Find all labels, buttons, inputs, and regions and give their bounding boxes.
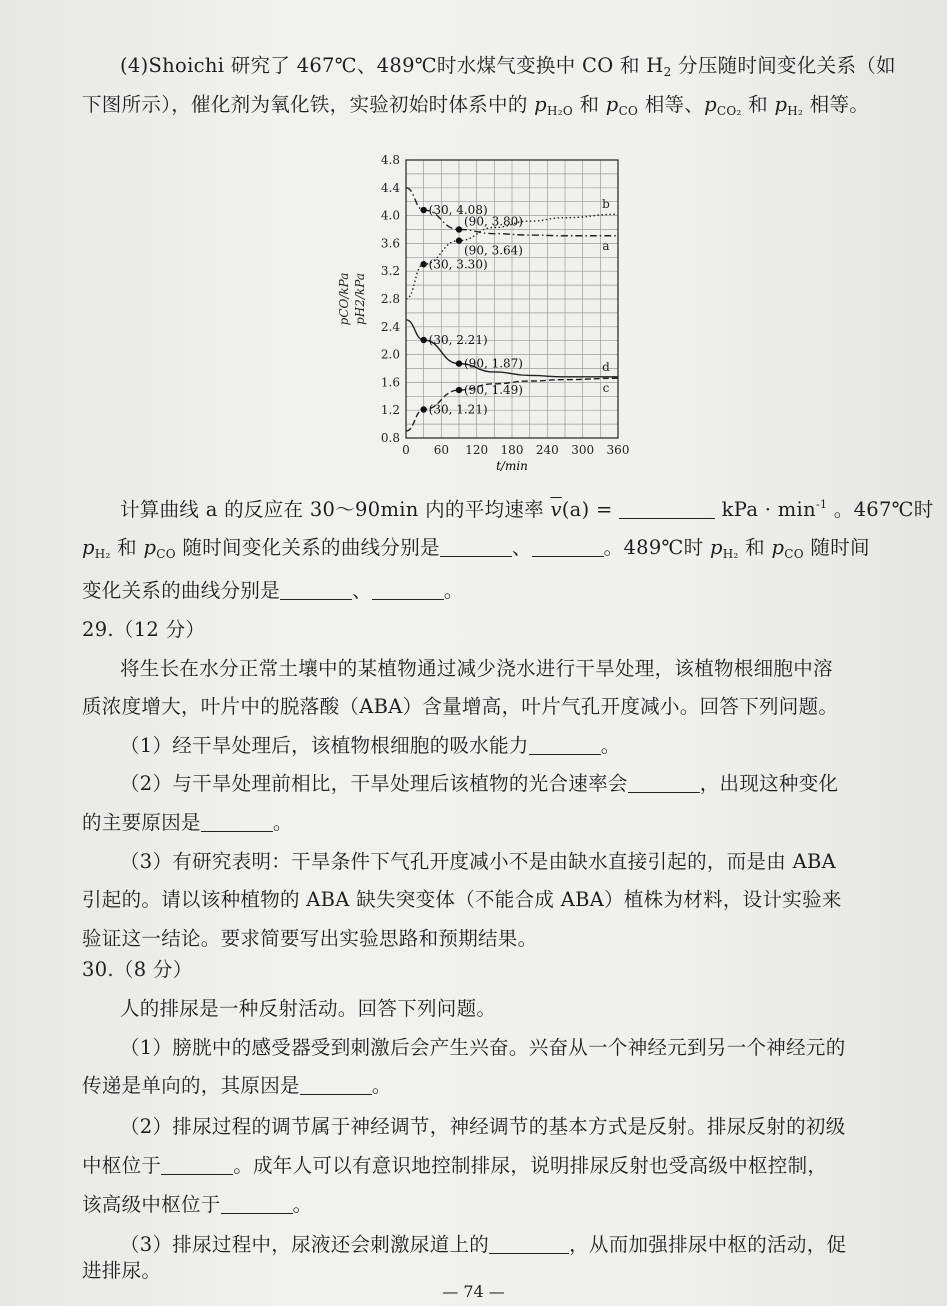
q28-q-sep: 、 [511,536,532,559]
q28-q-text-1: 计算曲线 a 的反应在 30～90min 内的平均速率 [120,498,551,521]
y-tick-label: 3.2 [380,264,400,279]
y-tick-label: 4.4 [380,180,400,195]
chart-markers [420,203,523,416]
q28-q-sep-2: 、 [352,579,372,602]
q30-question3-line1 [120,1232,846,1258]
q30-q1-text: 传递是单向的，其原因是 [82,1074,300,1097]
q30-header: 30.（8 分） [82,958,193,981]
answer-blank-q30-1[interactable] [300,1076,372,1095]
q28-q-text-9: 变化关系的曲线分别是 [82,579,281,602]
data-point-marker [456,237,462,243]
co-subscript: CO [784,547,804,561]
data-point-marker [456,360,462,366]
q28-intro-text-4: 和 [572,93,606,116]
q29-q2-end: 。 [272,811,293,834]
q29-q1-text: （1）经干旱处理后，该植物根细胞的吸水能力 [120,734,529,757]
x-axis-label: t/min [496,459,528,473]
h2-subscript: 2 [663,65,672,79]
q29-q1-end: 。 [600,734,621,757]
y-tick-label: 2.4 [380,319,400,334]
answer-blank-q29-2a[interactable] [628,774,700,793]
q28-intro-text-6: 和 [741,93,775,116]
answer-blank-467-co[interactable] [532,538,604,557]
q29-question2-line2 [82,810,293,836]
answer-blank-q29-1[interactable] [529,736,601,755]
q28-q-text-7: 和 [738,536,772,559]
p-symbol: p [774,93,788,116]
partial-pressure-chart [300,150,640,485]
q30-q2-text-2: 。成年人可以有意识地控制排尿，说明排尿反射也受高级中枢控制， [233,1154,828,1177]
x-tick-label: 300 [571,443,595,457]
co-subscript: CO [618,104,639,118]
q28-intro-line1 [120,53,896,85]
q28-curve-question-1 [82,535,870,567]
q30-question3-line2: 进排尿。 [82,1259,162,1282]
p-symbol: p [534,93,547,116]
co2-subscript: CO₂ [716,104,742,118]
y-tick-label: 0.8 [380,431,400,445]
q29-question3-line3: 验证这一结论。要求简要写出实验思路和预期结果。 [82,927,538,950]
answer-blank-q30-3[interactable] [489,1235,569,1254]
data-point-annotation: (30, 4.08) [428,203,488,218]
v-bar-symbol: $\overline{v}$ [550,498,562,521]
data-point-annotation: (90, 1.87) [464,356,523,371]
answer-blank-rate[interactable] [619,500,715,519]
p-symbol: p [605,93,619,116]
q29-question3-line1: （3）有研究表明：干旱条件下气孔开度减小不是由缺水直接引起的，而是由 ABA [120,850,836,873]
x-tick-label: 240 [535,443,559,457]
q28-q-unit: kPa · min [715,498,816,521]
data-point-marker [420,261,426,267]
q28-q-text-3: 。467℃时 [827,498,934,521]
q29-header: 29.（12 分） [82,618,206,641]
answer-blank-489-co[interactable] [372,581,444,600]
q28-q-text-5: 随时间变化关系的曲线分别是 [175,536,440,559]
q30-question1-line1: （1）膀胱中的感受器受到刺激后会产生兴奋。兴奋从一个神经元到另一个神经元的 [120,1036,846,1059]
q30-q2-text: 中枢位于 [82,1154,162,1177]
x-tick-label: 60 [433,443,449,457]
data-point-marker [456,387,462,393]
p-symbol: p [709,536,723,559]
y-label-co: pCO/kPa [337,272,351,326]
answer-blank-q29-2b[interactable] [201,813,273,832]
q28-intro-line2 [82,92,869,124]
unit-superscript: -1 [815,498,828,511]
q30-q3-text-2: ，从而加强排尿中枢的活动，促 [569,1233,847,1256]
chart-tick-labels [381,153,630,457]
q29-stem-line1: 将生长在水分正常土壤中的某植物通过减少浇水进行干旱处理，该植物根细胞中溶 [120,657,833,680]
y-tick-label: 2.0 [380,347,400,362]
p-symbol: p [704,93,717,116]
q29-stem-line2: 质浓度增大，叶片中的脱落酸（ABA）含量增高，叶片气孔开度减小。回答下列问题。 [82,695,839,718]
h2-subscript: H₂ [94,547,111,561]
data-point-marker [420,337,426,343]
answer-blank-q30-2b[interactable] [221,1195,293,1214]
data-point-marker [420,207,426,213]
q29-question2-line1 [120,771,838,797]
p-symbol: p [82,536,95,559]
q28-q-text-8: 随时间 [803,536,870,559]
data-point-marker [456,226,462,232]
x-tick-label: 180 [500,443,524,457]
data-point-annotation: (90, 3.64) [464,243,523,258]
q28-intro-text-2: 分压随时间变化关系（如 [671,54,896,77]
q28-curve-question-2 [82,578,464,604]
y-tick-label: 1.2 [380,403,400,418]
y-tick-label: 3.6 [380,236,400,251]
y-tick-label: 1.6 [380,375,400,390]
y-tick-label: 4.0 [380,208,400,223]
data-point-annotation: (30, 3.30) [428,257,488,272]
q30-stem: 人的排尿是一种反射活动。回答下列问题。 [120,997,497,1020]
q29-question3-line2: 引起的。请以该种植物的 ABA 缺失突变体（不能合成 ABA）植株为材料，设计实验来 [82,888,842,911]
q30-q2-end: 。 [292,1193,313,1216]
answer-blank-467-h2[interactable] [440,538,512,557]
page-number: — 74 — [442,1282,505,1301]
q29-q2-text-3: 的主要原因是 [82,811,201,834]
y-axis-label [337,273,367,326]
co-subscript: CO [156,547,176,561]
q28-q-end: 。 [443,579,464,602]
data-point-annotation: (30, 2.21) [428,333,488,348]
x-tick-label: 360 [606,443,630,457]
q28-intro-text-5: 相等、 [638,93,705,116]
p-symbol: p [771,536,785,559]
series-b-label: b [602,197,610,212]
y-tick-label: 4.8 [380,153,400,167]
q28-q-text-2: (a) = [561,498,620,521]
h2-subscript: H₂ [722,547,739,561]
q30-question2-line1: （2）排尿过程的调节属于神经调节，神经调节的基本方式是反射。排尿反射的初级 [120,1115,846,1138]
q30-q2-text-3: 该高级中枢位于 [82,1193,221,1216]
data-point-annotation: (30, 1.21) [428,402,488,417]
q28-q-text-6: 。489℃时 [603,536,710,559]
q28-intro-text-3: 下图所示），催化剂为氧化铁，实验初始时体系中的 [82,93,535,116]
q30-question2-line3 [82,1192,312,1218]
y-tick-label: 2.8 [380,292,400,306]
q29-q2-text: （2）与干旱处理前相比，干旱处理后该植物的光合速率会 [120,772,628,795]
data-point-annotation: (90, 1.49) [464,383,523,398]
x-tick-label: 120 [465,443,489,457]
q29-q2-text-2: ，出现这种变化 [699,772,839,795]
q29-question1 [120,733,621,759]
q30-question2-line2 [82,1153,827,1179]
y-label-h2: pH2/kPa [353,273,367,325]
q28-q-text-4: 和 [110,536,144,559]
q30-q1-end: 。 [371,1074,392,1097]
data-point-marker [420,406,426,412]
q30-q3-text: （3）排尿过程中，尿液还会刺激尿道上的 [120,1233,490,1256]
series-c-label: c [602,381,610,396]
answer-blank-489-h2[interactable] [280,581,352,600]
q28-rate-question [120,492,934,523]
h2-subscript: H₂ [787,104,804,118]
p-symbol: p [143,536,157,559]
q30-question1-line2 [82,1073,392,1099]
q28-intro-text-1: (4)Shoichi 研究了 467℃、489℃时水煤气变换中 CO 和 H [120,54,664,77]
q28-intro-text-7: 相等。 [803,93,870,116]
h2o-subscript: H₂O [546,104,573,118]
data-point-annotation: (90, 3.80) [464,214,523,229]
answer-blank-q30-2a[interactable] [161,1156,233,1175]
series-a-label: a [602,238,610,253]
x-tick-label: 0 [402,443,410,457]
series-d-label: d [602,359,610,374]
